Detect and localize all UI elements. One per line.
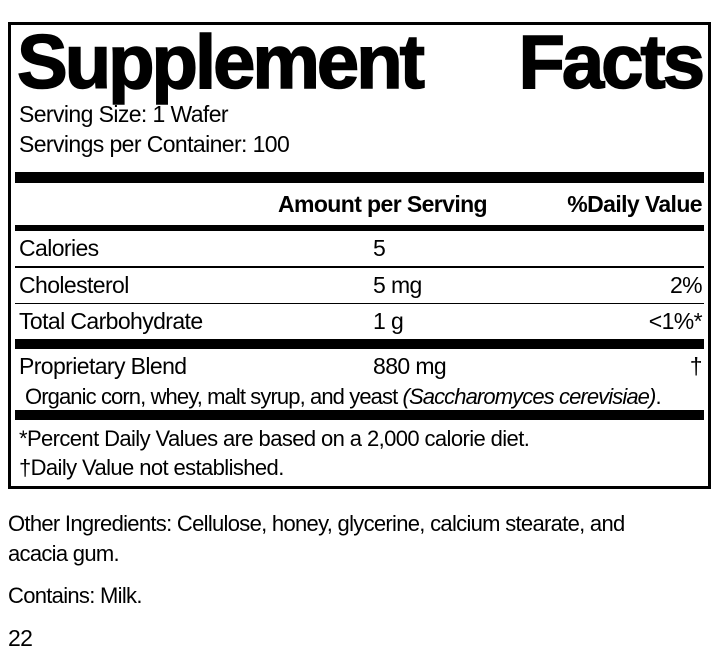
blend-description — [15, 384, 704, 410]
page-number: 22 — [8, 625, 33, 649]
blend-description-species: (Saccharomyces cerevisiae) — [402, 384, 656, 409]
nutrient-amount: 5 — [373, 235, 386, 261]
servings-per-container-text: Servings per Container: 100 — [19, 131, 290, 157]
thick-separator-top — [15, 172, 704, 183]
nutrient-daily-value: † — [689, 353, 702, 379]
nutrient-daily-value: 2% — [669, 271, 702, 298]
thick-separator-before-blend — [15, 339, 704, 349]
contains-text: Contains: Milk. — [8, 583, 142, 608]
supplement-facts-panel — [8, 22, 711, 489]
nutrient-daily-value: <1%* — [648, 308, 702, 334]
other-ingredients-line-2: acacia gum. — [8, 541, 119, 566]
column-header-row — [15, 183, 704, 225]
column-header-amount: Amount per Serving — [278, 190, 488, 217]
footnote-percent-daily-values: *Percent Daily Values are based on a 2,000 calorie diet. — [19, 426, 530, 451]
nutrient-row-proprietary-blend — [15, 349, 704, 384]
thick-separator-before-footnotes — [15, 410, 704, 420]
nutrient-name: Total Carbohydrate — [19, 308, 203, 334]
panel-title-word-facts: Facts — [518, 20, 702, 105]
nutrient-amount: 5 mg — [373, 271, 422, 298]
panel-title — [15, 20, 704, 105]
blend-description-prefix: Organic corn, whey, malt syrup, and yeast — [25, 384, 403, 409]
nutrient-name: Cholesterol — [19, 271, 129, 298]
nutrient-amount: 1 g — [373, 308, 404, 334]
nutrient-row-cholesterol — [15, 268, 704, 303]
nutrient-name: Calories — [19, 235, 99, 261]
panel-title-word-supplement: Supplement — [17, 20, 422, 105]
nutrient-row-calories — [15, 231, 704, 266]
other-ingredients-line-1: Other Ingredients: Cellulose, honey, glycerine, calcium stearate, and — [8, 511, 625, 536]
below-panel-text — [8, 509, 712, 649]
footnote-daily-value-not-established: †Daily Value not established. — [19, 455, 284, 480]
blend-description-suffix: . — [655, 384, 661, 409]
nutrient-row-total-carbohydrate — [15, 304, 704, 339]
other-ingredients-text — [8, 509, 712, 569]
footnotes — [15, 424, 704, 482]
serving-size-text: Serving Size: 1 Wafer — [19, 101, 228, 127]
column-header-daily-value: %Daily Value — [567, 190, 702, 217]
nutrient-name: Proprietary Blend — [19, 353, 187, 379]
nutrient-amount: 880 mg — [373, 353, 447, 379]
